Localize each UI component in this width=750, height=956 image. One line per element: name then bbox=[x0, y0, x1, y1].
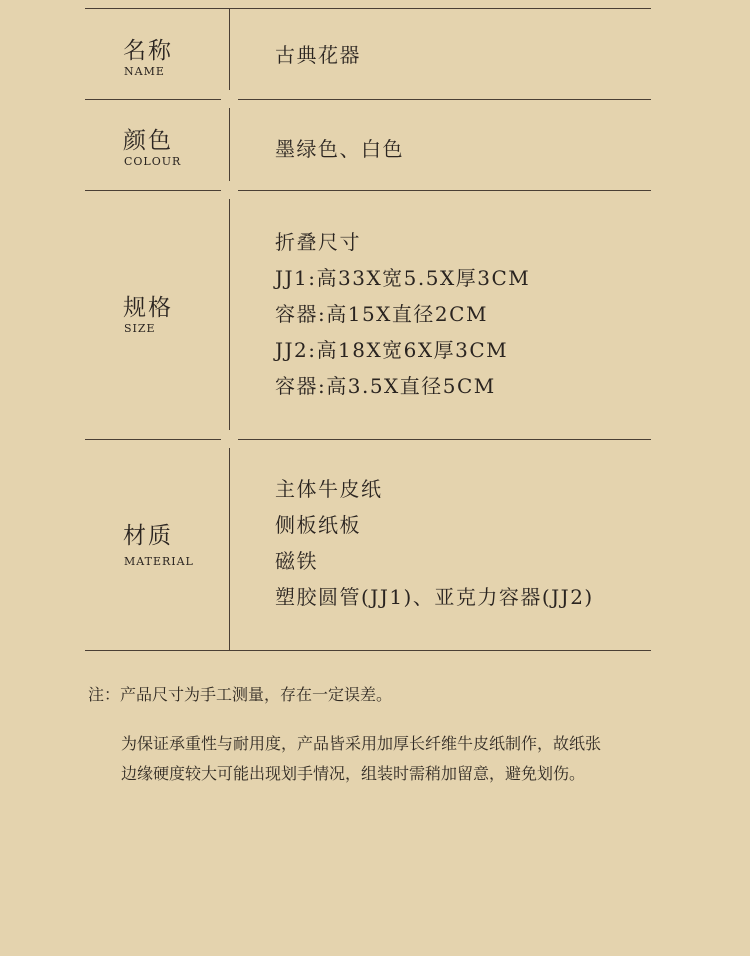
column-divider bbox=[229, 199, 230, 430]
row-value: 容器:高3.5X直径5CM bbox=[275, 374, 496, 398]
material-note-line: 为保证承重性与耐用度，产品皆采用加厚长纤维牛皮纸制作，故纸张 bbox=[121, 734, 602, 753]
row-value: 古典花器 bbox=[275, 43, 361, 67]
row-value: 容器:高15X直径2CM bbox=[275, 302, 488, 326]
row-divider-left bbox=[85, 99, 221, 100]
row-value: 折叠尺寸 bbox=[275, 230, 361, 254]
row-label-cn: 规格 bbox=[123, 295, 173, 321]
measurement-note: 注：产品尺寸为手工测量，存在一定误差。 bbox=[88, 685, 393, 704]
row-divider-left bbox=[85, 190, 221, 191]
row-value: JJ1:高33X宽5.5X厚3CM bbox=[275, 266, 531, 290]
row-label-en: NAME bbox=[124, 65, 165, 78]
row-label-cn: 名称 bbox=[123, 38, 173, 64]
table-bottom-border bbox=[85, 650, 651, 651]
row-label-cn: 材质 bbox=[123, 523, 173, 549]
row-value: 磁铁 bbox=[275, 549, 318, 573]
material-note-line: 边缘硬度较大可能出现划手情况，组装时需稍加留意，避免划伤。 bbox=[121, 764, 586, 783]
row-label-en: SIZE bbox=[124, 322, 156, 335]
row-value: 墨绿色、白色 bbox=[275, 137, 404, 161]
column-divider bbox=[229, 108, 230, 181]
row-divider-left bbox=[85, 439, 221, 440]
row-label-en: MATERIAL bbox=[124, 555, 194, 568]
row-value: 塑胶圆管(JJ1)、亚克力容器(JJ2) bbox=[275, 585, 594, 609]
row-value: JJ2:高18X宽6X厚3CM bbox=[275, 338, 509, 362]
column-divider bbox=[229, 9, 230, 90]
table-top-border bbox=[85, 8, 651, 9]
row-divider-right bbox=[238, 99, 651, 100]
row-value: 主体牛皮纸 bbox=[275, 477, 383, 501]
column-divider bbox=[229, 448, 230, 650]
row-value: 侧板纸板 bbox=[275, 513, 361, 537]
row-divider-right bbox=[238, 439, 651, 440]
row-divider-right bbox=[238, 190, 651, 191]
row-label-cn: 颜色 bbox=[123, 128, 173, 154]
row-label-en: COLOUR bbox=[124, 155, 182, 168]
